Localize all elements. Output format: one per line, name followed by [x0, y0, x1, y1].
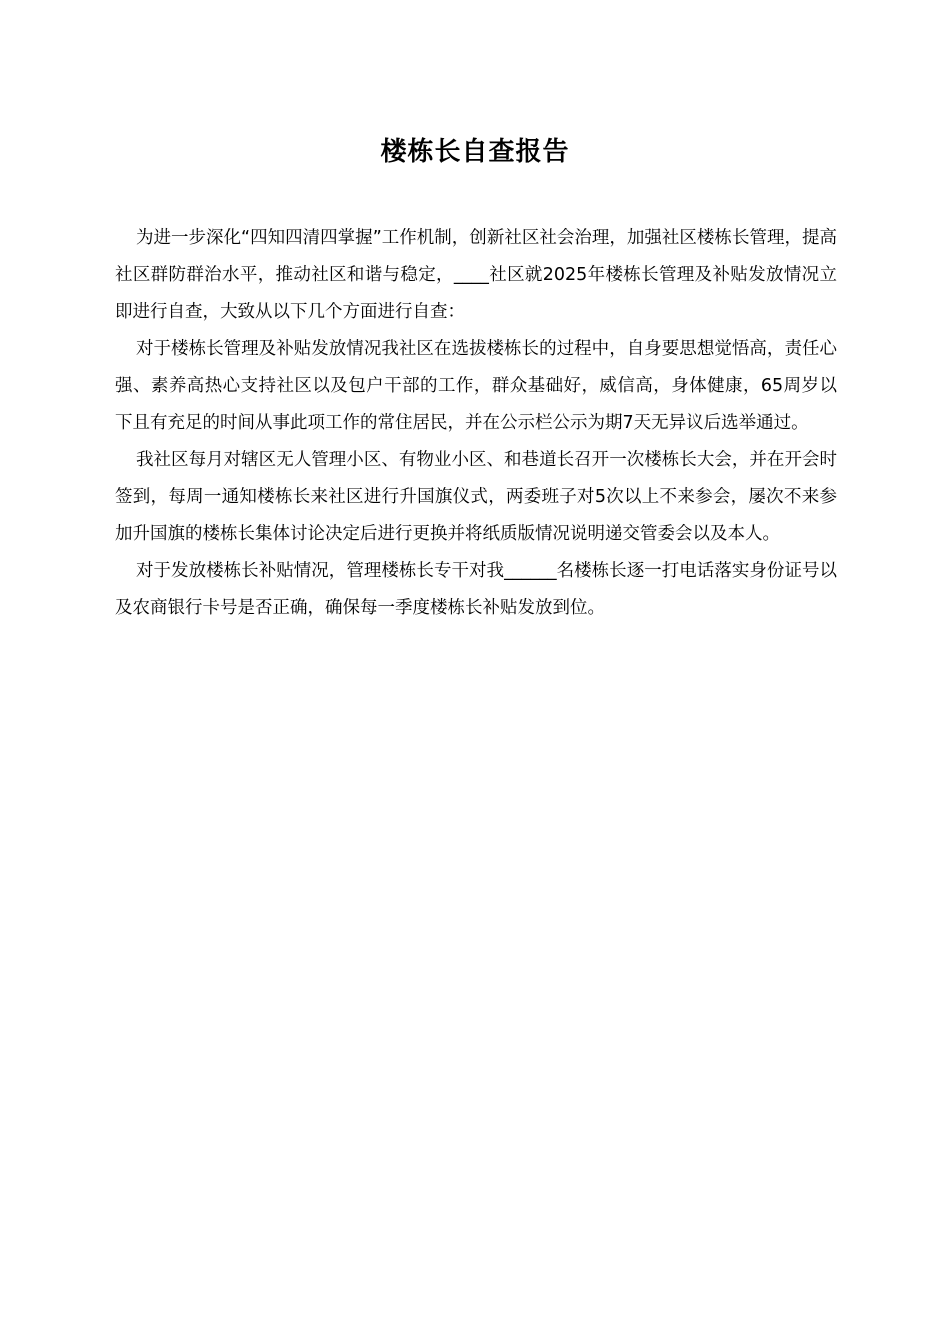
paragraph-meetings: 我社区每月对辖区无人管理小区、有物业小区、和巷道长召开一次楼栋长大会，并在开会时签到，每周一通知楼栋长来社区进行升国旗仪式，两委班子对5次以上不来参会，屡次不来参加升国旗的楼栋长集体讨论决定后进行更换并将纸质版情况说明递交管委会以及本人。 — [115, 450, 837, 544]
document-body — [115, 220, 837, 627]
paragraph-subsidy: 对于发放楼栋长补贴情况，管理楼栋长专干对我______名楼栋长逐一打电话落实身份证号以及农商银行卡号是否正确，确保每一季度楼栋长补贴发放到位。 — [115, 561, 837, 618]
paragraph-selection: 对于楼栋长管理及补贴发放情况我社区在选拔楼栋长的过程中，自身要思想觉悟高，责任心强、素养高热心支持社区以及包户干部的工作，群众基础好，威信高，身体健康，65周岁以下且有充足的时间从事此项工作的常住居民，并在公示栏公示为期7天无异议后选举通过。 — [115, 339, 837, 433]
document-title: 楼栋长自查报告 — [380, 137, 570, 167]
paragraph-intro: 为进一步深化“四知四清四掌握”工作机制，创新社区社会治理，加强社区楼栋长管理，提高社区群防群治水平，推动社区和谐与稳定，____社区就2025年楼栋长管理及补贴发放情况立即进行自查，大致从以下几个方面进行自查： — [115, 228, 837, 322]
